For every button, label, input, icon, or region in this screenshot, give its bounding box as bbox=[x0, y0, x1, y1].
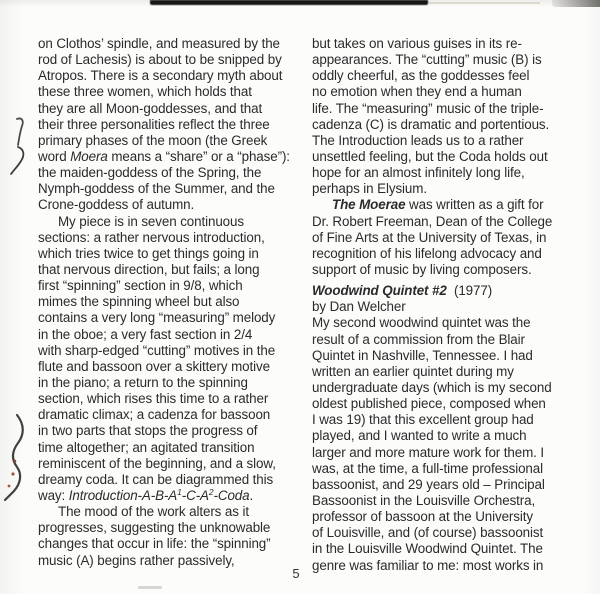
text-line bbox=[38, 536, 300, 552]
text-line bbox=[38, 52, 300, 68]
text-segment: dreamy coda. It can be diagrammed this bbox=[38, 471, 274, 487]
text-line bbox=[312, 525, 580, 541]
text-segment: section, which rises this time to a rather bbox=[38, 391, 269, 407]
piece-structure-paragraph bbox=[38, 214, 300, 505]
text-segment: My piece is in seven continuous bbox=[58, 213, 244, 229]
text-segment: but takes on various guises in its re- bbox=[312, 36, 522, 51]
text-segment: progresses, suggesting the unknowable bbox=[38, 520, 271, 536]
text-segment: they are all Moon-goddesses, and that bbox=[38, 100, 263, 116]
staple-top-icon bbox=[5, 115, 27, 179]
text-segment: (1977) bbox=[446, 283, 493, 299]
text-segment: Dr. Robert Freeman, Dean of the College bbox=[312, 213, 553, 229]
text-line bbox=[312, 412, 580, 428]
text-segment: reminiscent of the beginning, and a slow, bbox=[38, 455, 276, 471]
text-segment: flute and bassoon over a skittery motive bbox=[38, 358, 270, 374]
text-line bbox=[312, 165, 580, 181]
text-line bbox=[38, 165, 300, 181]
text-line bbox=[312, 246, 580, 262]
text-segment: the maiden-goddess of the Spring, the bbox=[38, 165, 262, 181]
text-segment: with sharp-edged “cutting” motives in the bbox=[38, 342, 276, 358]
text-segment: in two parts that stops the progress of bbox=[38, 423, 258, 439]
text-line bbox=[312, 117, 580, 133]
text-line bbox=[38, 68, 300, 84]
text-segment: Atropos. There is a secondary myth about bbox=[38, 68, 283, 84]
text-segment: contains a very long “measuring” melody bbox=[38, 310, 276, 326]
text-line bbox=[312, 428, 580, 444]
text-segment: their three personalities reflect the three bbox=[38, 116, 270, 132]
text-segment: first “spinning” section in 9/8, which bbox=[38, 278, 243, 294]
text-line bbox=[312, 541, 580, 557]
text-segment: life. The “measuring” music of the triple- bbox=[312, 100, 544, 116]
text-line bbox=[312, 181, 580, 197]
text-line bbox=[312, 197, 580, 213]
scan-smudge bbox=[138, 586, 162, 589]
text-segment: was, at the time, a full-time professional bbox=[312, 460, 543, 476]
text-segment: I was 19) that this excellent group had bbox=[312, 412, 534, 428]
text-segment: perhaps in Elysium. bbox=[312, 181, 427, 197]
text-line bbox=[312, 461, 580, 477]
text-line bbox=[312, 262, 580, 278]
text-segment: was written as a gift for bbox=[405, 197, 544, 213]
text-line bbox=[38, 391, 300, 407]
text-segment: -Coda bbox=[213, 487, 250, 503]
text-line bbox=[38, 149, 300, 165]
text-segment: result of a commission from the Blair bbox=[312, 331, 525, 347]
text-line bbox=[38, 407, 300, 423]
page-number: 5 bbox=[292, 566, 300, 581]
scan-corner-shade bbox=[552, 0, 600, 7]
text-segment: My second woodwind quintet was the bbox=[312, 315, 531, 331]
text-line bbox=[38, 520, 300, 536]
text-segment: Introduction-A-B-A bbox=[68, 487, 178, 503]
text-segment: written an earlier quintet during my bbox=[312, 363, 514, 379]
text-line bbox=[38, 488, 300, 504]
text-segment: time altogether; an agitated transition bbox=[38, 439, 255, 455]
text-segment: rod of Lachesis) is about to be snipped by bbox=[38, 52, 282, 68]
text-segment: oddly cheerful, as the goddesses feel bbox=[312, 68, 530, 84]
text-segment: in the piano; a return to the spinning bbox=[38, 374, 248, 390]
text-segment: larger and more mature work for them. I bbox=[312, 444, 545, 460]
right-text-column bbox=[312, 36, 580, 574]
text-line bbox=[312, 493, 580, 509]
text-line bbox=[38, 84, 300, 100]
mood-paragraph bbox=[38, 504, 300, 569]
text-segment: of Louisville, and (of course) bassoonist bbox=[312, 525, 544, 541]
text-line bbox=[38, 101, 300, 117]
text-segment: primary phases of the moon (the Greek bbox=[38, 132, 268, 148]
text-segment: 1 bbox=[177, 487, 182, 498]
text-line bbox=[38, 262, 300, 278]
text-segment: support of music by living composers. bbox=[312, 261, 532, 277]
text-segment: . bbox=[249, 487, 254, 503]
text-line bbox=[38, 504, 300, 520]
text-segment: mimes the spinning wheel but also bbox=[38, 294, 240, 310]
text-segment: which tries twice to get things going in bbox=[38, 245, 259, 261]
text-line bbox=[312, 509, 580, 525]
text-segment: professor of bassoon at the University bbox=[312, 509, 533, 525]
text-line bbox=[38, 117, 300, 133]
text-line bbox=[312, 133, 580, 149]
text-line bbox=[312, 396, 580, 412]
text-segment: these three women, which holds that bbox=[38, 84, 252, 100]
text-segment: played, and I wanted to write a much bbox=[312, 428, 527, 444]
text-segment: bassoonist, and 29 years old – Principal bbox=[312, 476, 545, 492]
text-segment: in the Louisville Woodwind Quintet. The bbox=[312, 541, 543, 557]
text-line bbox=[312, 84, 580, 100]
text-segment: The Introduction leads us to a rather bbox=[312, 132, 524, 148]
scan-top-edge-bar bbox=[150, 0, 428, 5]
text-line bbox=[38, 197, 300, 213]
text-line bbox=[312, 36, 580, 52]
text-line bbox=[38, 214, 300, 230]
text-segment: -C-A bbox=[181, 487, 209, 503]
text-segment: cadenza (C) is dramatic and portentious. bbox=[312, 116, 550, 132]
text-line bbox=[38, 246, 300, 262]
text-segment: undergraduate days (which is my second bbox=[312, 379, 552, 395]
text-segment: recognition of his lifelong advocacy and bbox=[312, 245, 542, 261]
text-segment: The mood of the work alters as it bbox=[58, 504, 249, 520]
text-line bbox=[312, 68, 580, 84]
text-line bbox=[38, 36, 300, 52]
text-segment: dramatic climax; a cadenza for bassoon bbox=[38, 407, 271, 423]
text-segment: oldest published piece, composed when bbox=[312, 396, 546, 412]
text-segment: that nervous direction, but fails; a long bbox=[38, 261, 260, 277]
text-line bbox=[312, 101, 580, 117]
text-segment: means a “share” or a “phase”): bbox=[107, 148, 290, 164]
text-segment: genre was familiar to me: most works in bbox=[312, 557, 544, 573]
text-segment: in the oboe; a very fast section in 2/4 bbox=[38, 326, 253, 342]
text-line bbox=[38, 440, 300, 456]
text-line bbox=[312, 558, 580, 574]
text-segment: word bbox=[38, 148, 71, 164]
text-line bbox=[38, 343, 300, 359]
text-line bbox=[38, 456, 300, 472]
text-line bbox=[38, 181, 300, 197]
text-line bbox=[38, 294, 300, 310]
left-text-column bbox=[38, 36, 300, 569]
text-segment: by Dan Welcher bbox=[312, 299, 406, 315]
text-segment: unsettled feeling, but the Coda holds out bbox=[312, 148, 548, 164]
text-line bbox=[312, 52, 580, 68]
text-segment: Woodwind Quintet #2 bbox=[312, 283, 447, 299]
text-line bbox=[38, 278, 300, 294]
text-line bbox=[312, 477, 580, 493]
moerae-myth-paragraph bbox=[38, 36, 300, 214]
text-segment: 2 bbox=[208, 487, 214, 498]
text-segment: Moera bbox=[70, 148, 108, 164]
text-segment: The Moerae bbox=[332, 197, 406, 213]
staple-bottom-icon bbox=[0, 411, 28, 505]
text-line bbox=[312, 332, 580, 348]
text-line bbox=[312, 230, 580, 246]
text-line bbox=[38, 553, 300, 569]
text-segment: Nymph-goddess of the Summer, and the bbox=[38, 181, 275, 197]
text-line bbox=[312, 299, 580, 315]
text-line bbox=[312, 283, 580, 299]
text-segment: of Fine Arts at the University of Texas, in bbox=[312, 229, 547, 245]
text-line bbox=[38, 375, 300, 391]
dedication-paragraph bbox=[312, 197, 580, 278]
text-segment: Quintet in Nashville, Tennessee. I had bbox=[312, 347, 533, 363]
text-line bbox=[312, 380, 580, 396]
work-title-heading bbox=[312, 283, 580, 315]
text-line bbox=[38, 133, 300, 149]
text-line bbox=[38, 359, 300, 375]
text-line bbox=[38, 423, 300, 439]
text-line bbox=[38, 472, 300, 488]
text-line bbox=[312, 315, 580, 331]
text-line bbox=[312, 348, 580, 364]
text-segment: sections: a rather nervous introduction, bbox=[38, 229, 265, 245]
text-line bbox=[38, 230, 300, 246]
text-line bbox=[38, 327, 300, 343]
text-segment: Crone-goddess of autumn. bbox=[38, 197, 195, 213]
text-segment: way: bbox=[38, 487, 69, 503]
text-line bbox=[312, 149, 580, 165]
scan-top-edge-faint-line bbox=[428, 2, 540, 4]
text-segment: no emotion when they end a human bbox=[312, 84, 522, 100]
text-line bbox=[38, 310, 300, 326]
text-line bbox=[312, 445, 580, 461]
text-segment: changes that occur in life: the “spinning” bbox=[38, 536, 271, 552]
music-character-paragraph bbox=[312, 36, 580, 197]
text-segment: on Clothos’ spindle, and measured by the bbox=[38, 36, 280, 51]
text-segment: appearances. The “cutting” music (B) is bbox=[312, 52, 542, 68]
text-segment: Bassoonist in the Louisville Orchestra, bbox=[312, 492, 536, 508]
text-line bbox=[312, 364, 580, 380]
text-segment: hope for an almost infinitely long life, bbox=[312, 165, 525, 181]
quintet-history-paragraph bbox=[312, 315, 580, 573]
text-segment: music (A) begins rather passively, bbox=[38, 552, 235, 568]
text-line bbox=[312, 214, 580, 230]
